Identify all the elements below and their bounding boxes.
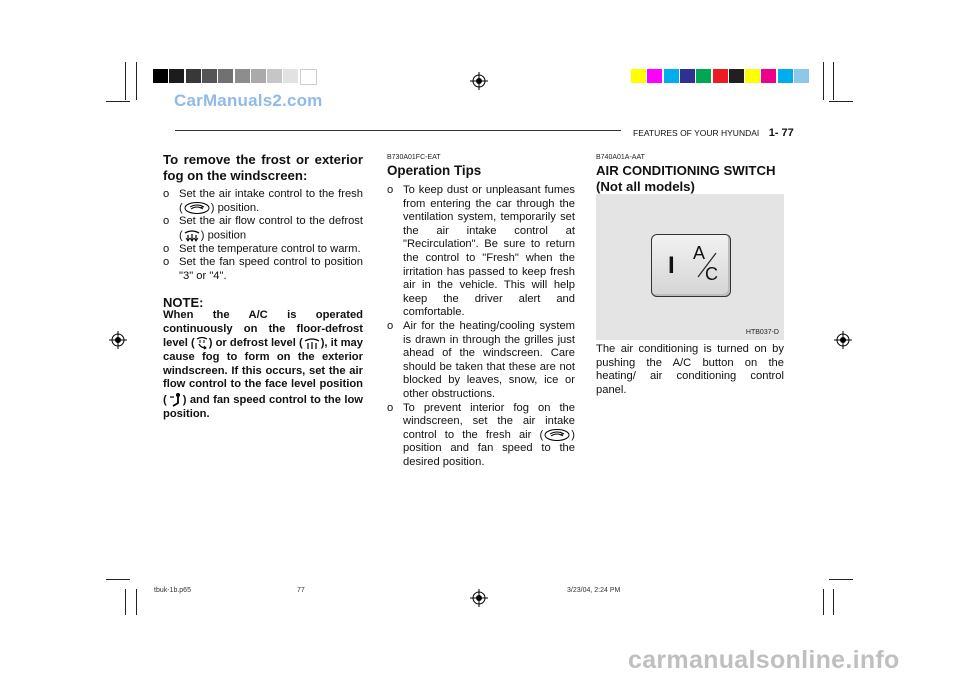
list-item: o Air for the heating/cooling system is drawn in through the grilles just ahead of the windscreen. Care should be taken that these are not blocked by leaves, snow, ice or other obstructions. [387, 320, 575, 402]
crop-mark [136, 62, 137, 100]
list-item: o To prevent interior fog on the windscreen, set the air intake control to the fresh air ( ) position and fan speed to the desired position. [387, 402, 575, 470]
crop-mark [829, 101, 853, 102]
ac-label-a: A [693, 243, 706, 263]
color-swatch [696, 69, 711, 83]
ac-switch-heading: AIR CONDITIONING SWITCH [596, 163, 776, 178]
list-item: o Set the fan speed control to position "3" or "4". [163, 256, 363, 283]
crop-mark [833, 589, 834, 615]
grey-swatch [169, 69, 184, 83]
left-column [163, 152, 363, 421]
list-item: o Set the air intake control to the fresh ( ) position. [163, 188, 363, 215]
registration-mark-icon [834, 331, 852, 349]
list-item: o Set the temperature control to warm. [163, 243, 363, 257]
face-level-icon [167, 392, 183, 408]
color-swatch [647, 69, 662, 83]
registration-mark-icon [470, 589, 488, 607]
right-column [596, 153, 784, 195]
crop-mark [106, 101, 130, 102]
fresh-air-icon [543, 429, 571, 441]
middle-column [387, 153, 575, 469]
switch-indicator: I [668, 252, 675, 279]
grey-swatch [218, 69, 233, 83]
grey-swatch [267, 69, 282, 83]
watermark-bottom: carmanualsonline.info [628, 646, 900, 674]
color-swatch [729, 69, 744, 83]
ac-description: The air conditioning is turned on by pushing the A/C button on the heating/ air conditioning control panel. [596, 343, 784, 396]
color-swatch [794, 69, 809, 83]
section-code: B730A01FC-EAT [387, 154, 441, 161]
ac-button [651, 234, 731, 297]
header [633, 123, 794, 141]
footer-page: 77 [297, 587, 305, 594]
watermark-top: CarManuals2.com [174, 91, 323, 110]
defrost-icon [183, 229, 201, 242]
grey-swatch [186, 69, 201, 83]
registration-mark-icon [470, 72, 488, 90]
fresh-air-icon [183, 202, 211, 214]
section-code: B740A01A-AAT [596, 154, 645, 161]
list-item: o To keep dust or unpleasant fumes from entering the car through the ventilation system, temporarily set the air intake control at "Recirculation". Be sure to return the control to "Fresh" when the irritation has passed to keep fresh air in the vehicle. This will help keep the driver alert and comfortable. [387, 184, 575, 320]
figure-code: HTB037-D [745, 329, 779, 336]
grey-swatch [251, 69, 266, 83]
grey-swatch [202, 69, 217, 83]
note-text: When the A/C is operated continuously on the floor-defrost level ( ) or defrost level ( ), it may cause fog to form on the exterior windscreen. If this occurs, set the air flow control to the face level position ( ) and fan speed control to the low position. [163, 309, 363, 420]
grey-swatch [283, 69, 298, 83]
color-swatch [761, 69, 776, 83]
crop-mark [125, 589, 126, 615]
color-swatch [631, 69, 646, 83]
grey-swatch [300, 69, 317, 85]
crop-mark [125, 62, 126, 100]
crop-mark [106, 579, 130, 580]
color-swatch [745, 69, 760, 83]
ac-switch-subheading: (Not all models) [596, 179, 695, 194]
list-item: o Set the air flow control to the defrost ( ) position [163, 215, 363, 243]
header-rule [175, 130, 621, 131]
color-swatch [664, 69, 679, 83]
color-swatch [680, 69, 695, 83]
ac-switch-figure [596, 194, 784, 340]
frost-heading: To remove the frost or exterior fog on the windscreen: [163, 152, 363, 183]
registration-mark-icon [109, 331, 127, 349]
note-heading: NOTE: [163, 294, 204, 310]
footer-timestamp: 3/23/04, 2:24 PM [567, 587, 621, 594]
crop-mark [833, 62, 834, 100]
ac-label-c: C [705, 264, 718, 284]
section-title: FEATURES OF YOUR HYUNDAI [633, 128, 760, 138]
grey-swatch [235, 69, 250, 83]
color-swatch [713, 69, 728, 83]
page-number: 1- 77 [768, 127, 794, 139]
footer-file: tbuk-1b.p65 [154, 587, 191, 594]
operation-tips-heading: Operation Tips [387, 163, 482, 178]
color-swatch [778, 69, 793, 83]
defrost-icon [303, 337, 321, 350]
crop-mark [829, 579, 853, 580]
crop-mark [823, 62, 824, 100]
crop-mark [136, 589, 137, 615]
floor-defrost-icon [195, 336, 209, 350]
right-column-body [596, 343, 784, 397]
grey-swatch [153, 69, 168, 83]
crop-mark [823, 589, 824, 615]
